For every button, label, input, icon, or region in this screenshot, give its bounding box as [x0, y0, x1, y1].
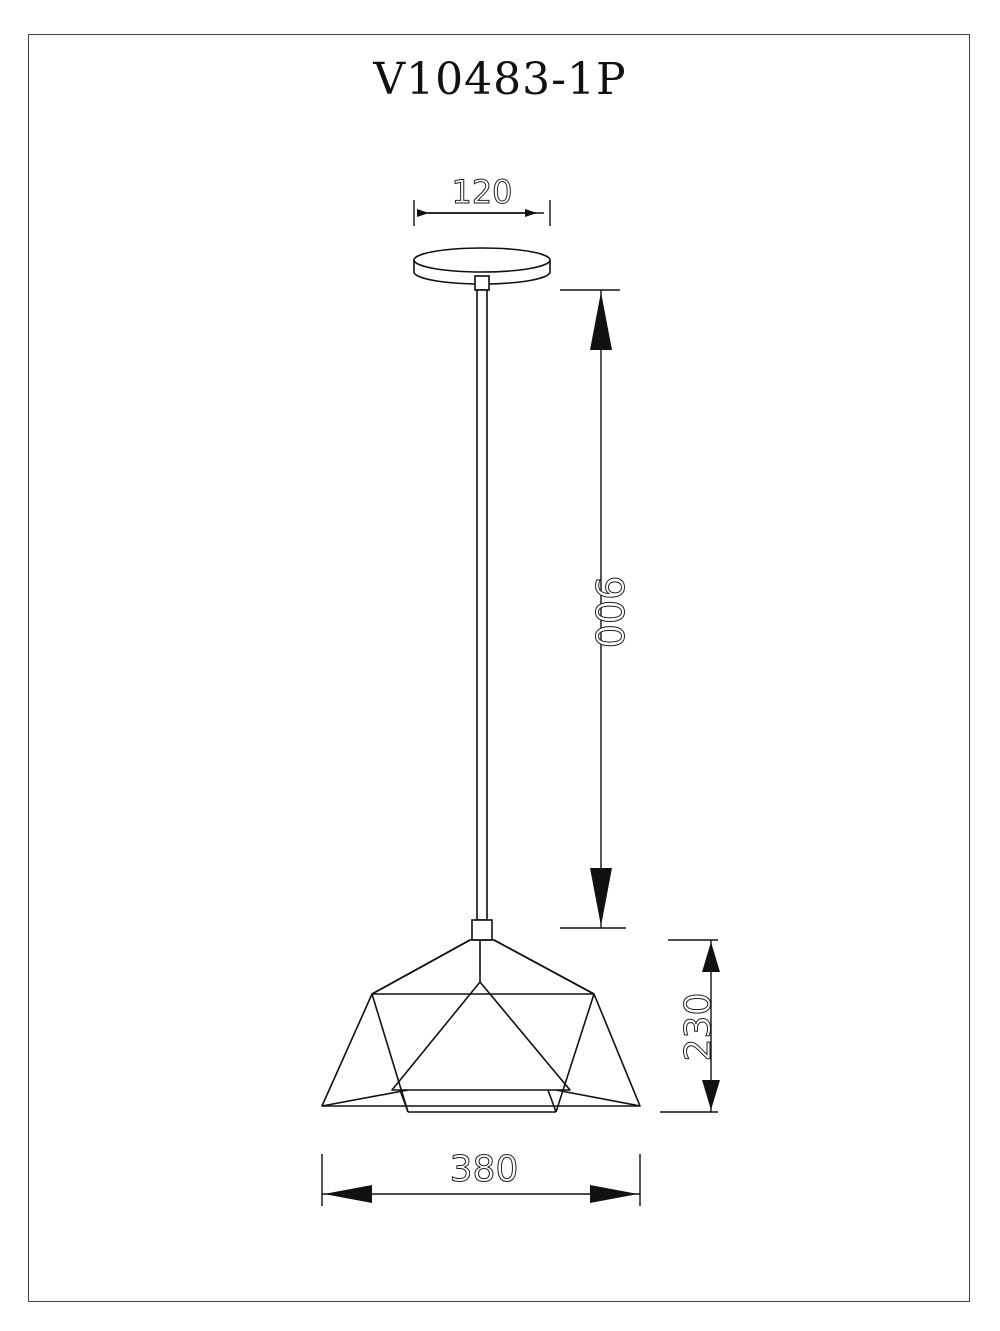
- suspension-rod: [472, 290, 492, 940]
- shade-width-label: 380: [449, 1149, 519, 1190]
- model-title: V10483-1P: [373, 54, 627, 105]
- rod-length-label: 900: [587, 575, 631, 649]
- shade-height-label: 230: [678, 992, 719, 1062]
- ceiling-canopy: [414, 248, 550, 290]
- canopy-width-label: 120: [451, 173, 513, 211]
- geometric-shade: [322, 940, 640, 1112]
